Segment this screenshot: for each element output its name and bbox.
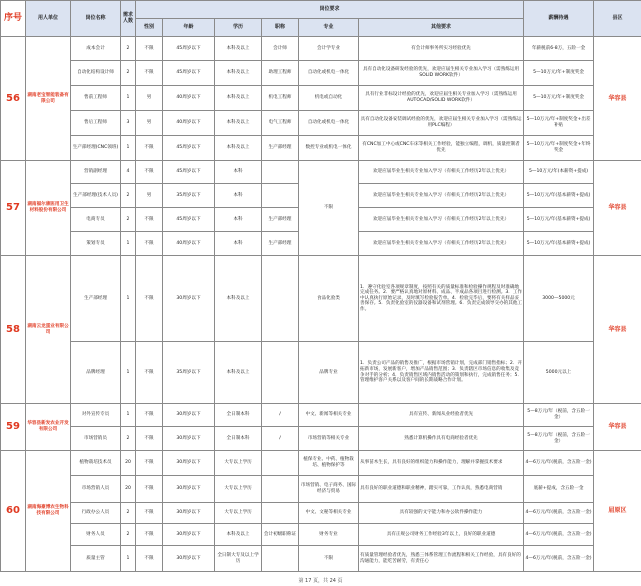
position-cell: 成本会计: [71, 37, 121, 61]
table-row: [1, 503, 641, 524]
header-position: 岗位名称: [71, 1, 121, 37]
education-cell: 本科: [215, 184, 262, 208]
salary-cell: 5—10万元/年(基本薪资+提成): [524, 232, 594, 256]
position-cell: 策划专员: [71, 232, 121, 256]
title-cell: [262, 503, 299, 524]
major-cell: 品牌专业: [299, 342, 359, 404]
education-cell: 全日制大专及以上学历: [215, 546, 262, 572]
other-cell: 欢迎应届毕业生相关专业加入学习（有相关工作经历2年以上优先）: [359, 208, 524, 232]
header-row-1: [1, 1, 641, 19]
education-cell: 本科及以上: [215, 111, 262, 136]
table-row: [1, 476, 641, 503]
position-cell: 生产部经理(技术人员): [71, 184, 121, 208]
other-cell: 具有良好的职业道德和职业精神，踏实可靠，工作认真，熟悉电商营销: [359, 476, 524, 503]
page-number: 第 17 页，共 24 页: [298, 578, 343, 584]
education-cell: 大专以上学历: [215, 451, 262, 476]
table-row: [1, 404, 641, 427]
gender-cell: 不限: [136, 232, 163, 256]
education-cell: 本科: [215, 161, 262, 184]
title-cell: 生产部经理: [262, 232, 299, 256]
major-cell: 植保专业、中药、植物栽培、植物保护等: [299, 451, 359, 476]
age-cell: 45周岁以下: [163, 136, 215, 161]
other-cell: 有CNC加工中心或CNC车床等相关工作经验，能独立编程，调机，质量控制者优先: [359, 136, 524, 161]
gender-cell: 不限: [136, 136, 163, 161]
headcount-cell: 2: [121, 37, 136, 61]
education-cell: 本科及以上: [215, 524, 262, 546]
seq-57: 57: [1, 161, 26, 256]
table-row: [1, 342, 641, 404]
education-cell: 本科及以上: [215, 61, 262, 86]
gender-cell: 不限: [136, 524, 163, 546]
other-cell: 欢迎应届毕业生相关专业加入学习（有相关工作经历2年以上优先）: [359, 184, 524, 208]
headcount-cell: 2: [121, 524, 136, 546]
major-cell: 自动化或机电一体化: [299, 111, 359, 136]
other-cell: 具有自动化设备研发经验的优先，欢迎应届生相关专业加入学习（需熟练运用SOLID WORK软件）: [359, 61, 524, 86]
table-row: [1, 111, 641, 136]
header-salary: 薪酬待遇: [524, 1, 594, 37]
table-row: [1, 37, 641, 61]
gender-cell: 男: [136, 111, 163, 136]
age-cell: 35周岁以下: [163, 342, 215, 404]
education-cell: 本科及以上: [215, 37, 262, 61]
major-cell: 自动化或机电一体化: [299, 61, 359, 86]
headcount-cell: 3: [121, 111, 136, 136]
position-cell: 市场营销人员: [71, 476, 121, 503]
company-57: 湖南福尔康医用卫生材料股份有限公司: [26, 161, 71, 256]
age-cell: 40周岁以下: [163, 86, 215, 111]
education-cell: 本科及以上: [215, 136, 262, 161]
company-56: 湖南老宝智能装备有限公司: [26, 37, 71, 161]
age-cell: 40周岁以下: [163, 232, 215, 256]
title-cell: 助理工程师: [262, 61, 299, 86]
position-cell: 生产部经理(CNC领班): [71, 136, 121, 161]
title-cell: /: [262, 404, 299, 427]
age-cell: 30周岁以下: [163, 427, 215, 451]
education-cell: 本科: [215, 232, 262, 256]
header-headcount: 需求人数: [121, 1, 136, 37]
table-row: [1, 86, 641, 111]
major-cell: 机电或自动化: [299, 86, 359, 111]
education-cell: 大专以上学历: [215, 503, 262, 524]
table-row: [1, 256, 641, 342]
title-cell: [262, 256, 299, 342]
title-cell: 生产部经理: [262, 136, 299, 161]
header-other: 其他要求: [359, 19, 524, 37]
other-cell: 具有自动化设备安装调试经验的优先，欢迎应届生相关专业加入学习（需熟练运用PLC编程）: [359, 111, 524, 136]
major-cell: 财务专业: [299, 524, 359, 546]
title-cell: 会计师: [262, 37, 299, 61]
headcount-cell: 1: [121, 546, 136, 572]
gender-cell: 不限: [136, 451, 163, 476]
other-cell: 从事苗木生长，具有良好的组织能力和操作能力，理解并掌握技术要求: [359, 451, 524, 476]
education-cell: 本科及以上: [215, 86, 262, 111]
salary-cell: 5—10万元/年+制度奖金: [524, 61, 594, 86]
gender-cell: 不限: [136, 503, 163, 524]
major-cell: 市场营销、电子商务、国际经济与贸易: [299, 476, 359, 503]
major-cell: 中文、新闻等相关专业: [299, 404, 359, 427]
salary-cell: 5—10万元/年+制度奖金+出差补贴: [524, 111, 594, 136]
position-cell: 财务人员: [71, 524, 121, 546]
title-cell: /: [262, 427, 299, 451]
title-cell: 机电工程师: [262, 86, 299, 111]
gender-cell: 男: [136, 86, 163, 111]
title-cell: [262, 161, 299, 184]
other-cell: 有会计师事务所实习经验优先: [359, 37, 524, 61]
title-cell: [262, 342, 299, 404]
headcount-cell: 2: [121, 503, 136, 524]
table-row: [1, 161, 641, 184]
position-cell: 质量主管: [71, 546, 121, 572]
position-cell: 行政办公人员: [71, 503, 121, 524]
region-59: 华容县: [594, 404, 641, 451]
header-region: 县区: [594, 1, 641, 37]
major-cell: 不限: [299, 161, 359, 256]
other-cell: 具有行业非标设计经验的优先，欢迎应届生相关专业加入学习（需熟练运用AUTOCAD/SOLID WORK软件）: [359, 86, 524, 111]
headcount-cell: 20: [121, 476, 136, 503]
salary-cell: 3000—5000元: [524, 256, 594, 342]
header-major: 专业: [299, 19, 359, 37]
headcount-cell: 2: [121, 184, 136, 208]
age-cell: 40周岁以下: [163, 111, 215, 136]
table-row: [1, 524, 641, 546]
gender-cell: 不限: [136, 37, 163, 61]
major-cell: 会计学专业: [299, 37, 359, 61]
company-60: 湖南海豪博农生物科技有限公司: [26, 451, 71, 572]
header-education: 学历: [215, 19, 262, 37]
education-cell: 大专以上学历: [215, 476, 262, 503]
age-cell: 30周岁以下: [163, 524, 215, 546]
header-gender: 性别: [136, 19, 163, 37]
company-59: 华容县新发农业开发有限公司: [26, 404, 71, 451]
position-cell: 品牌经理: [71, 342, 121, 404]
table-row: [1, 427, 641, 451]
title-cell: [262, 476, 299, 503]
education-cell: 本科及以上: [215, 256, 262, 342]
header-requirements: 岗位要求: [136, 1, 524, 19]
gender-cell: 男: [136, 184, 163, 208]
headcount-cell: 1: [121, 256, 136, 342]
salary-cell: 底薪+提成，含五险一金: [524, 476, 594, 503]
salary-cell: 5—8万元/年（税前，含五险一金）: [524, 404, 594, 427]
salary-cell: 5—10万元/年+制度奖金: [524, 86, 594, 111]
major-cell: 数控专业或机电一体化: [299, 136, 359, 161]
age-cell: 35周岁以下: [163, 184, 215, 208]
title-cell: 生产部经理: [262, 208, 299, 232]
other-cell: 1．遵守化验室各项规章制度，按照有关的质量标准和检验操作规程及时准确地完成任务。2．要严格认真地对原材料、成品、半成品各项目进行检测。3．工作中认真执行原始记录，及时填写检验报告单。4．检验完毕后，要将有关样品妥善保存。5．负责化验室的仪器设备和试剂管理。6．负责完成领导交办的其他工作。: [359, 256, 524, 342]
position-cell: 售前工程师: [71, 86, 121, 111]
gender-cell: 不限: [136, 208, 163, 232]
age-cell: 45周岁以下: [163, 61, 215, 86]
salary-cell: 5—10万元/年(本薪资+提成): [524, 161, 594, 184]
region-56: 华容县: [594, 37, 641, 161]
gender-cell: 不限: [136, 161, 163, 184]
table-row: [1, 61, 641, 86]
age-cell: 30周岁以下: [163, 476, 215, 503]
headcount-cell: 2: [121, 427, 136, 451]
age-cell: 30周岁以下: [163, 404, 215, 427]
position-cell: 售后工程师: [71, 111, 121, 136]
position-cell: 自动化结构设计师: [71, 61, 121, 86]
other-cell: 具有较强的文字能力和办公软件操作能力: [359, 503, 524, 524]
table-row: [1, 546, 641, 572]
header-title: 职称: [262, 19, 299, 37]
region-57: 华容县: [594, 161, 641, 256]
headcount-cell: 2: [121, 61, 136, 86]
other-cell: 熟悉计算机操作具有电商经验者优先: [359, 427, 524, 451]
seq-58: 58: [1, 256, 26, 404]
salary-cell: 4—6万元/年(税前，含五险一金): [524, 546, 594, 572]
title-cell: [262, 451, 299, 476]
age-cell: 45周岁以下: [163, 208, 215, 232]
gender-cell: 不限: [136, 476, 163, 503]
salary-cell: 5—10万元/年(基本薪资+提成): [524, 208, 594, 232]
other-cell: 有质量管理经验者优先，熟悉三体系管理工作流程和相关工作经验，具有良好的沟通能力，能吃苦耐劳，有责任心: [359, 546, 524, 572]
salary-cell: 4—6万元/年(税前，含五险一金): [524, 524, 594, 546]
table-row: [1, 451, 641, 476]
education-cell: 全日制本科: [215, 404, 262, 427]
company-58: 湖南云龙蛋业有限公司: [26, 256, 71, 404]
headcount-cell: 1: [121, 342, 136, 404]
education-cell: 本科及以上: [215, 342, 262, 404]
headcount-cell: 1: [121, 136, 136, 161]
gender-cell: 不限: [136, 256, 163, 342]
age-cell: 45周岁以下: [163, 161, 215, 184]
major-cell: 中文、文秘等相关专业: [299, 503, 359, 524]
salary-cell: 5—10万元/年(基本薪资+提成): [524, 184, 594, 208]
headcount-cell: 1: [121, 404, 136, 427]
header-age: 年龄: [163, 19, 215, 37]
seq-59: 59: [1, 404, 26, 451]
position-cell: 对外宣传专员: [71, 404, 121, 427]
salary-cell: 5—8万元/年（税前，含五险一金）: [524, 427, 594, 451]
other-cell: 欢迎应届毕业生相关专业加入学习（有相关工作经历2年以上优先）: [359, 161, 524, 184]
age-cell: 30周岁以下: [163, 451, 215, 476]
region-58: 华容县: [594, 256, 641, 404]
headcount-cell: 20: [121, 451, 136, 476]
other-cell: 1．负责公司产品的销售及推广，根据市场营销计划，完成部门销售指标；2．开拓新市场，发展新客户，增加产品销售范围；3．负责辖区市场信息的收集及竞争对手的分析；4．负责销售区域内销售活动的策划和执行，完成销售任务；5．管理维护客户关系以及客户间的长期战略合作计划。: [359, 342, 524, 404]
seq-60: 60: [1, 451, 26, 572]
headcount-cell: 1: [121, 86, 136, 111]
gender-cell: 不限: [136, 404, 163, 427]
age-cell: 30周岁以下: [163, 256, 215, 342]
headcount-cell: 2: [121, 208, 136, 232]
salary-cell: 4—6万元/年(税前，含五险一金): [524, 451, 594, 476]
position-cell: 营销副经理: [71, 161, 121, 184]
title-cell: [262, 184, 299, 208]
gender-cell: 不限: [136, 342, 163, 404]
title-cell: 电气工程师: [262, 111, 299, 136]
salary-cell: 4—6万元/年(税前，含五险一金): [524, 503, 594, 524]
seq-56: 56: [1, 37, 26, 161]
gender-cell: 不限: [136, 546, 163, 572]
education-cell: 全日制本科: [215, 427, 262, 451]
age-cell: 30周岁以下: [163, 546, 215, 572]
major-cell: 食品化验类: [299, 256, 359, 342]
major-cell: 不限: [299, 546, 359, 572]
major-cell: 市场营销等相关专业: [299, 427, 359, 451]
salary-cell: 5—10万元/年+制度奖金+年终奖金: [524, 136, 594, 161]
position-cell: 植物栽培技术员: [71, 451, 121, 476]
region-60: 屈原区: [594, 451, 641, 572]
salary-cell: 年薪税前6-8万，五险一金: [524, 37, 594, 61]
position-cell: 市场营销员: [71, 427, 121, 451]
table-row: [1, 136, 641, 161]
header-seq: 序号: [1, 1, 26, 37]
education-cell: 本科: [215, 208, 262, 232]
header-employer: 用人单位: [26, 1, 71, 37]
other-cell: 欢迎应届毕业生相关专业加入学习（有相关工作经历2年以上优先）: [359, 232, 524, 256]
age-cell: 30周岁以下: [163, 503, 215, 524]
position-cell: 电商专员: [71, 208, 121, 232]
position-cell: 生产部经理: [71, 256, 121, 342]
other-cell: 具有宣传、新闻从业经验者优先: [359, 404, 524, 427]
gender-cell: 不限: [136, 427, 163, 451]
other-cell: 具有正规公司财务工作经验3年以上，良好的职业道德: [359, 524, 524, 546]
salary-cell: 5000元以上: [524, 342, 594, 404]
age-cell: 45周岁以下: [163, 37, 215, 61]
title-cell: [262, 546, 299, 572]
headcount-cell: 4: [121, 161, 136, 184]
gender-cell: 不限: [136, 61, 163, 86]
title-cell: 会计初级职称证: [262, 524, 299, 546]
headcount-cell: 1: [121, 232, 136, 256]
